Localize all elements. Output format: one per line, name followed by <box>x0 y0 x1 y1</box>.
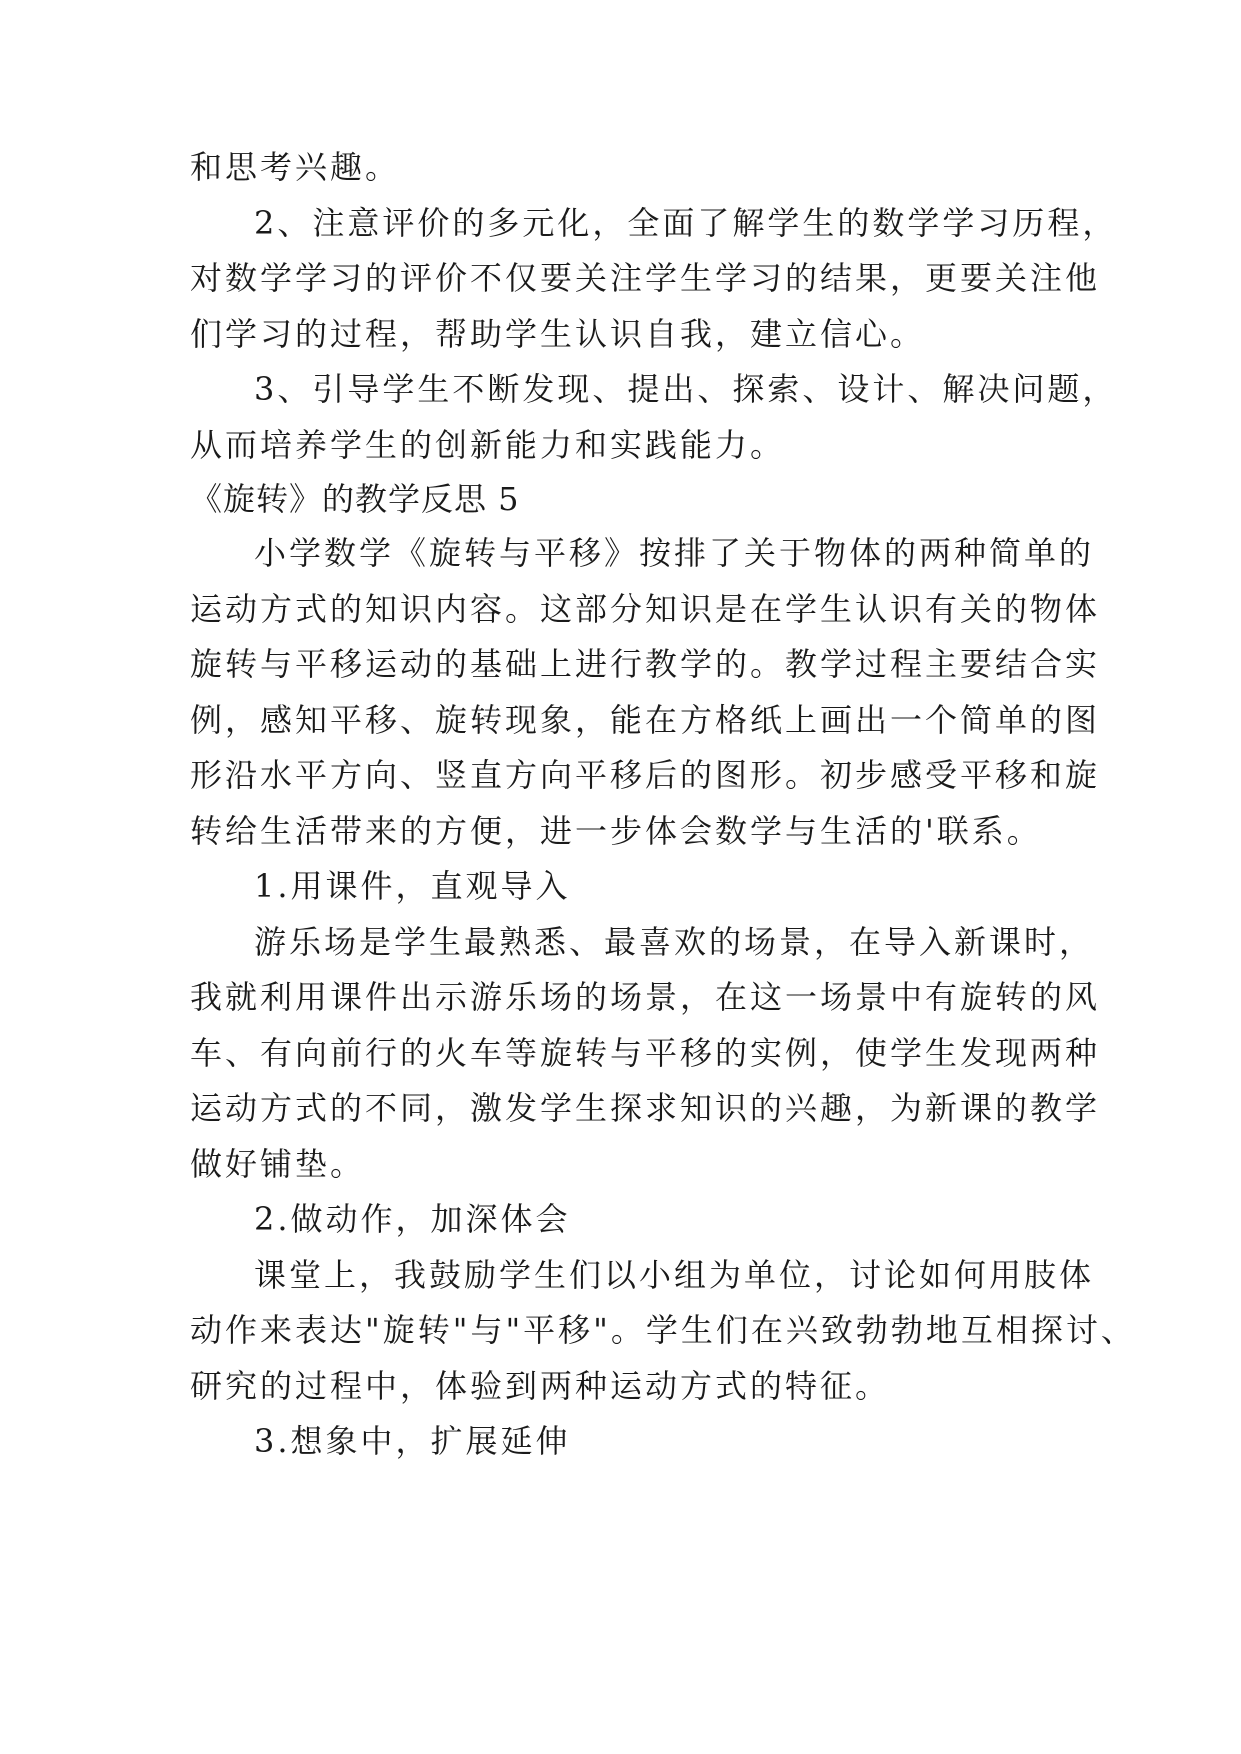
text-line: 运动方式的不同，激发学生探求知识的兴趣，为新课的教学 <box>190 1089 1101 1127</box>
text-line: 旋转与平移运动的基础上进行教学的。教学过程主要结合实 <box>190 645 1101 683</box>
subheading: 2.做动作，加深体会 <box>254 1200 571 1238</box>
text-line: 研究的过程中，体验到两种运动方式的特征。 <box>190 1367 891 1405</box>
text-line: 我就利用课件出示游乐场的场景，在这一场景中有旋转的风 <box>190 978 1101 1016</box>
text-line: 小学数学《旋转与平移》按排了关于物体的两种简单的 <box>254 534 1095 572</box>
text-line: 游乐场是学生最熟悉、最喜欢的场景，在导入新课时， <box>254 923 1095 961</box>
text-line: 对数学学习的评价不仅要关注学生学习的结果，更要关注他 <box>190 259 1101 297</box>
subheading: 1.用课件，直观导入 <box>254 867 571 905</box>
text-line: 和思考兴趣。 <box>190 148 401 186</box>
text-line: 车、有向前行的火车等旋转与平移的实例，使学生发现两种 <box>190 1034 1101 1072</box>
text-line: 形沿水平方向、竖直方向平移后的图形。初步感受平移和旋 <box>190 756 1101 794</box>
section-heading: 《旋转》的教学反思 5 <box>190 480 520 518</box>
text-line: 转给生活带来的方便，进一步体会数学与生活的'联系。 <box>190 812 1042 850</box>
text-line: 做好铺垫。 <box>190 1145 366 1183</box>
text-line: 们学习的过程，帮助学生认识自我，建立信心。 <box>190 315 926 353</box>
text-line: 例，感知平移、旋转现象，能在方格纸上画出一个简单的图 <box>190 701 1101 739</box>
text-line: 课堂上，我鼓励学生们以小组为单位，讨论如何用肢体 <box>254 1256 1095 1294</box>
subheading: 3.想象中，扩展延伸 <box>254 1422 571 1460</box>
text-line: 2、注意评价的多元化，全面了解学生的数学学习历程， <box>254 204 1118 242</box>
text-line: 3、引导学生不断发现、提出、探索、设计、解决问题， <box>254 370 1118 408</box>
text-line: 运动方式的知识内容。这部分知识是在学生认识有关的物体 <box>190 590 1101 628</box>
text-line: 从而培养学生的创新能力和实践能力。 <box>190 426 786 464</box>
text-line: 动作来表达"旋转"与"平移"。学生们在兴致勃勃地互相探讨、 <box>190 1311 1136 1349</box>
